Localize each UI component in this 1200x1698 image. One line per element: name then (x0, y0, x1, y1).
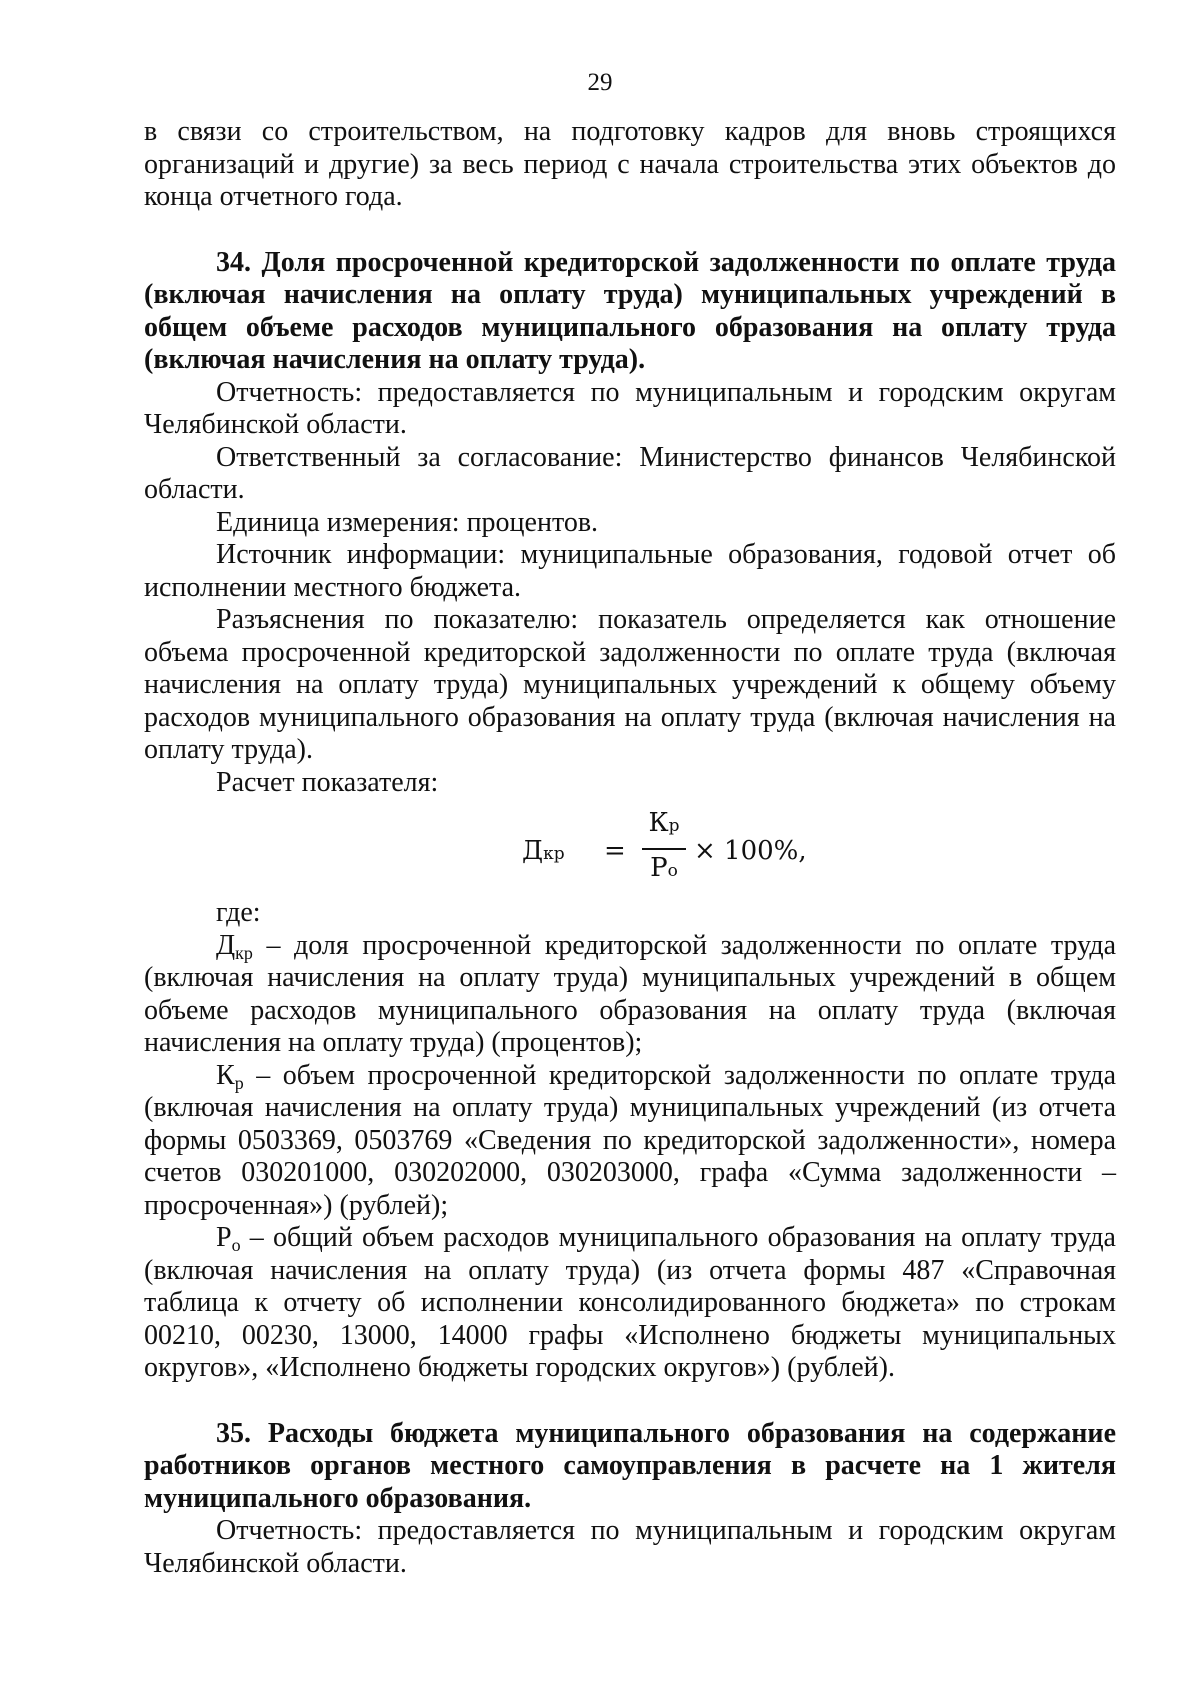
definition-text: – объем просроченной кредиторской задолженности по оплате труда (включая начисления на оплату труда) муниципальных учреждений (из отчета формы 0503369, 0503769 «Сведения по кредиторской задолженности», номера счетов 030201000, 030202000, 030203000, графа «Сумма задолженности – просроченная») (рублей); (144, 1059, 1116, 1221)
section-34-explanation: Разъяснения по показателю: показатель определяется как отношение объема просроченной кредиторской задолженности по оплате труда (включая начисления на оплату труда) муниципальных учреждений к общему объему расходов муниципального образования на оплату труда (включая начисления на оплату труда). (144, 604, 1116, 765)
formula-rhs: × 100%, (694, 836, 807, 866)
formula-numerator (640, 807, 688, 843)
section-35-heading: 35. Расходы бюджета муниципального образования на содержание работников органов местного самоуправления в расчете на 1 жителя муниципального образования. (144, 1417, 1116, 1514)
document-body (144, 116, 1116, 1580)
definition-text: – общий объем расходов муниципального образования на оплату труда (включая начисления на оплату труда) (из отчета формы 487 «Справочная таблица к отчету об исполнении консолидированного бюджета» по строкам 00210, 00230, 13000, 14000 графы «Исполнено бюджеты муниципальных округов», «Исполнено бюджеты городских округов») (рублей). (144, 1222, 1116, 1383)
definition-text: – доля просроченной кредиторской задолженности по оплате труда (включая начисления на оплату труда) муниципальных учреждений в общем объеме расходов муниципального образования на оплату труда (включая начисления на оплату труда) (процентов); (144, 929, 1116, 1058)
formula-denominator (640, 852, 688, 888)
formula-fraction-bar (642, 848, 686, 850)
definition-subscript: р (234, 1072, 244, 1093)
definition-symbol: К (216, 1059, 235, 1091)
section-34-source: Источник информации: муниципальные образования, годовой отчет об исполнении местного бюджета. (144, 539, 1116, 603)
formula-numerator-symbol: К (648, 808, 669, 838)
intro-continuation: в связи со строительством, на подготовку кадров для вновь строящихся организаций и другие) за весь период с начала строительства этих объектов до конца отчетного года. (144, 116, 1116, 212)
formula-lhs-subscript: кр (543, 844, 565, 864)
formula-numerator-subscript: р (668, 816, 680, 836)
section-34-unit: Единица измерения: процентов. (216, 506, 599, 538)
section-35-reporting: Отчетность: предоставляется по муниципальным и городским округам Челябинской области. (144, 1515, 1116, 1579)
section-spacer (144, 1385, 1116, 1418)
section-34-calc-label: Расчет показателя: (216, 766, 439, 798)
definition-subscript: о (231, 1235, 241, 1255)
formula-denominator-symbol: Р (650, 853, 668, 883)
definition-symbol: Д (216, 929, 236, 961)
formula-fraction (640, 807, 688, 891)
section-34-reporting: Отчетность: предоставляется по муниципальным и городским округам Челябинской области. (144, 376, 1116, 440)
definition-symbol: Р (216, 1222, 232, 1253)
formula-block (144, 799, 1116, 897)
formula-lhs (522, 835, 565, 871)
definition-kr (144, 1060, 1116, 1223)
section-34-heading: 34. Доля просроченной кредиторской задолженности по оплате труда (включая начисления на оплату труда) муниципальных учреждений в общем объеме расходов муниципального образования на оплату труда (включая начисления на оплату труда). (144, 246, 1116, 375)
formula-denominator-subscript: о (667, 861, 678, 881)
definition-ro (144, 1222, 1116, 1385)
section-spacer (144, 214, 1116, 247)
where-label: где: (216, 897, 261, 928)
formula-equals: = (604, 836, 626, 866)
definition-subscript: кр (235, 942, 253, 963)
formula-lhs-symbol: Д (522, 836, 544, 866)
definition-dkr (144, 930, 1116, 1060)
section-34-responsible: Ответственный за согласование: Министерство финансов Челябинской области. (144, 441, 1116, 505)
page-number: 29 (587, 69, 613, 96)
